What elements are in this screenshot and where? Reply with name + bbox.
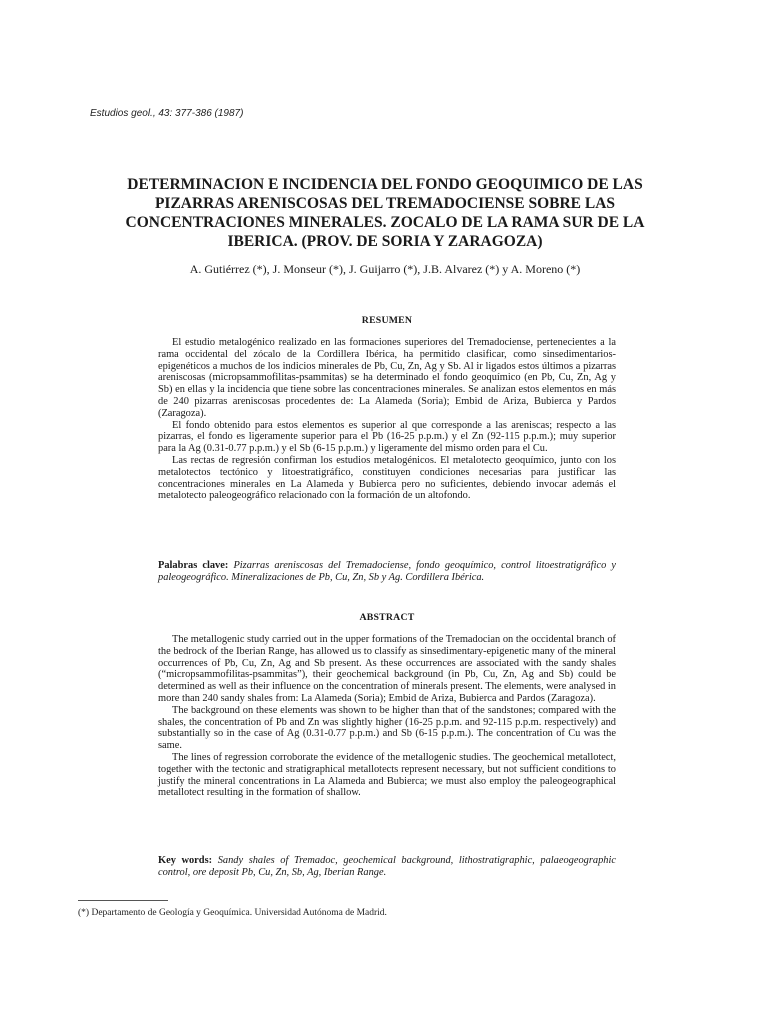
key-words [158,855,616,879]
resumen-paragraph: Las rectas de regresión confirman los estudios metalogénicos. El metalotecto geoquímico, junto con los metalotectos tectónico y litoestratigráfico, constituyen condiciones necesarias para justificar las concentraciones minerales en La Alameda y Bubierca pero no suficientes, debiendo invocar además el metalotecto paleogeográfico relacionado con la formación de un altofondo. [158,454,616,502]
key-words-label: Key words: [158,855,213,866]
abstract-paragraph: The metallogenic study carried out in the upper formations of the Tremadocian on the occidental branch of the bedrock of the Iberian Range, has allowed us to classify as sinsedimentary-epigenetic many of the mineral occurrences of Pb, Cu, Zn, Ag and Sb present. As these occurrences are associated with the sandy shales (“micropsammofilitas-psammitas”), their geochemical background (in Pb, Cu, Zn, Ag and Sb) could be determined as well as their influence on the concentration of minerals present. The elements, were analysed in more than 240 sandy shales from: La Alameda (Soria); Embid de Ariza, Bubierca and Pardos (Zaragoza). [158,634,616,704]
footnote-rule [78,900,168,901]
abstract-body [158,634,616,799]
article-title: DETERMINACION E INCIDENCIA DEL FONDO GEOQUIMICO DE LAS PIZARRAS ARENISCOSAS DEL TREMADOCIENSE SOBRE LAS CONCENTRACIONES MINERALES. ZOCALO DE LA RAMA SUR DE LA IBERICA. (PROV. DE SORIA Y ZARAGOZA) [125,176,645,250]
abstract-paragraph: The lines of regression corroborate the evidence of the metallogenic studies. The geochemical metallotect, together with the tectonic and stratigraphical metallotects represent necessary, but not sufficient conditions to justify the mineral concentrations in La Alameda and Bubierca; we must also employ the paleogeographical metallotect resulting in the formation of shallow. [158,751,616,799]
palabras-clave-text: Pizarras areniscosas del Tremadociense, fondo geoquímico, control litoestratigráfico y paleogeográfico. Mineralizaciones de Pb, Cu, Zn, Sb y Ag. Cordillera Ibérica. [158,560,616,583]
affiliation-footnote: (*) Departamento de Geología y Geoquímica. Universidad Autónoma de Madrid. [78,908,387,918]
resumen-body [158,337,616,502]
journal-reference: Estudios geol., 43: 377-386 (1987) [90,108,244,119]
author-list: A. Gutiérrez (*), J. Monseur (*), J. Guijarro (*), J.B. Alvarez (*) y A. Moreno (*) [189,262,581,276]
key-words-text: Sandy shales of Tremadoc, geochemical background, lithostratigraphic, palaeogeographic control, ore deposit Pb, Cu, Zn, Sb, Ag, Iberian Range. [158,855,616,878]
resumen-paragraph: El fondo obtenido para estos elementos es superior al que corresponde a las areniscas; respecto a las pizarras, el fondo es ligeramente superior para el Pb (16-25 p.p.m.) y el Zn (92-115 p.p.m.); muy superior para la Ag (0.31-0.77 p.p.m.) y el Sb (6-15 p.p.m.) y ligeramente del mismo orden para el Cu. [158,419,616,455]
resumen-paragraph: El estudio metalogénico realizado en las formaciones superiores del Tremadociense, pertenecientes a la rama occidental del zócalo de la Cordillera Ibérica, ha permitido clasificar, como sinsedimentarios-epigenéticos a muchos de los indicios minerales de Pb, Cu, Zn, Ag y Sb. Al ir ligados estos últimos a pizarras areniscosas (micropsammofilitas-psammitas) se ha determinado el fondo geoquímico (en Pb, Cu, Zn, Ag y Sb) en ellas y la incidencia que tiene sobre las concentraciones minerales. Se analizan estos elementos en más de 240 pizarras areniscosas procedentes de: La Alameda (Soria); Embid de Ariza, Bubierca y Pardos (Zaragoza). [158,337,616,419]
abstract-paragraph: The background on these elements was shown to be higher than that of the sandstones; compared with the shales, the concentration of Pb and Zn was slightly higher (16-25 p.p.m. and 92-115 p.p.m. respectively) and substantially so in the case of Ag (0.31-0.77 p.p.m.) and Sb (6-15 p.p.m.). The concentration of Cu was the same. [158,704,616,752]
abstract-heading: ABSTRACT [359,612,415,623]
palabras-clave [158,560,616,584]
palabras-clave-label: Palabras clave: [158,560,229,571]
resumen-heading: RESUMEN [361,315,413,326]
